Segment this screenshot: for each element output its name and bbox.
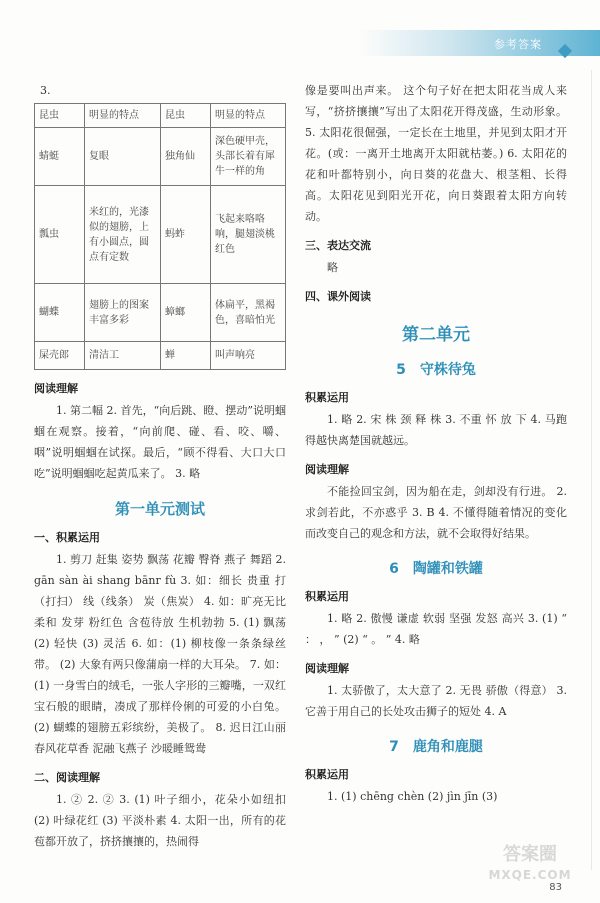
watermark-logo: [470, 845, 590, 889]
unit-title: 第二单元: [402, 325, 470, 345]
answer-text: 像是要叫出声来。 这个句子好在把太阳花当成人来写，“挤挤攘攘”写出了太阳花开得茂盛，生动形象。 5. 太阳花很倔强，一定长在土地里，并见到太阳才开花。(或：一离开土地离开太阳就枯萎。) 6. 太阳花的花和叶都特别小，向日葵的花盘大、根茎粗、长得高。太阳花见到阳光开花，向日葵跟着太阳方向转动。: [305, 84, 567, 223]
answer-text: 1. ② 2. ② 3. (1) 叶子细小，花朵小如纽扣 (2) 叶绿花红 (3) 平淡朴素 4. 太阳一出，所有的花苞都开放了，挤挤攘攘的，热闹得: [34, 793, 286, 848]
lesson-number: 7: [389, 739, 399, 755]
lesson-title: [305, 736, 567, 756]
table-cell: 蝉: [161, 342, 211, 370]
section-heading: 一、积累运用: [34, 531, 100, 544]
question-number: 3.: [40, 84, 51, 97]
table-header: 明显的特点: [85, 104, 161, 128]
table-cell: 深色硬甲壳，头部长着有犀牛一样的角: [211, 128, 286, 186]
table-cell: 蚂蚱: [161, 186, 211, 284]
page-number: 83: [549, 882, 562, 893]
right-column: [305, 80, 567, 807]
section-heading: 积累运用: [305, 768, 349, 781]
page-edge: [591, 70, 592, 870]
answer-text: 略: [327, 261, 338, 274]
table-row: [35, 128, 286, 186]
table-header: 昆虫: [35, 104, 85, 128]
table-row: [35, 342, 286, 370]
table-cell: 蝴蝶: [35, 284, 85, 342]
lesson-number: 6: [389, 561, 399, 577]
answer-text: 1. 剪刀 赶集 姿势 飘荡 花瓣 臀脊 燕子 舞蹈 2. gān sàn ài shang bānr fù 3. 如：细长 贵重 打（打扫） 线（线条） 炭（焦炭） 4. 如：旷亮无比 柔和 发芽 粉红色 含苞待放 生机勃勃 5. (1) 飘荡 (2) 轻快 (3) 灵活 6. 如：(1) 柳枝像一条条绿丝带。 (2) 大象有两只像蒲扇一样的大耳朵。 7. 如：(1) 一身雪白的绒毛，一张人字形的三瓣嘴，一双红宝石般的眼睛，凑成了那样伶俐的可爱的小白兔。 (2) 蝴蝶的翅膀五彩缤纷，美极了。 8. 迟日江山丽 春风花草香 泥融飞燕子 沙暖睡鸳鸯: [34, 553, 286, 755]
answer-text: 1. (1) chēng chèn (2) jìn jīn (3): [327, 790, 498, 803]
table-cell: 瓢虫: [35, 186, 85, 284]
section-heading: 阅读理解: [34, 382, 78, 395]
lesson-number: 5: [396, 362, 406, 378]
table-cell: 体扁平，黑褐色，喜暗怕光: [211, 284, 286, 342]
watermark-url: MXQE.COM: [488, 868, 572, 882]
table-cell: 翅膀上的图案丰富多彩: [85, 284, 161, 342]
answer-text: 1. 太骄傲了，太大意了 2. 无畏 骄傲（得意） 3. 它善于用自己的长处攻击狮子的短处 4. A: [305, 684, 567, 718]
table-header: 昆虫: [161, 104, 211, 128]
left-column: [34, 84, 286, 852]
answer-text: 不能捡回宝剑，因为船在走，剑却没有行进。 2. 求剑若此，不亦惑乎 3. B 4. 不懂得随着情况的变化而改变自己的观念和方法，就不会取得好结果。: [305, 485, 567, 540]
section-heading: 阅读理解: [305, 463, 349, 476]
table-row: [35, 284, 286, 342]
table-cell: 复眼: [85, 128, 161, 186]
answer-text: 1. 第二幅 2. 首先，“向后跳、瞪、摆动”说明蝈蝈在观察。接着，“向前爬、碰、看、咬、嚼、咽”说明蝈蝈在试探。最后，“顾不得看、大口大口吃”说明蝈蝈吃起黄瓜来了。 3. 略: [34, 404, 286, 480]
table-cell: 独角仙: [161, 128, 211, 186]
lesson-title: [305, 359, 567, 379]
answer-text: 1. 略 2. 宋 株 颈 释 株 3. 不重 怀 放 下 4. 马跑得越快离楚国就越远。: [305, 413, 567, 447]
lesson-name: 守株待兔: [419, 362, 476, 378]
section-heading: 阅读理解: [305, 662, 349, 675]
section-heading: 二、阅读理解: [34, 771, 100, 784]
table-cell: 清洁工: [85, 342, 161, 370]
section-heading: 四、课外阅读: [305, 290, 371, 303]
table-cell: 屎壳郎: [35, 342, 85, 370]
section-heading: 三、表达交流: [305, 239, 371, 252]
lesson-title: [305, 558, 567, 578]
watermark-text: 答案圈: [503, 844, 557, 865]
table-row: [35, 186, 286, 284]
table-header: 明显的特点: [211, 104, 286, 128]
insect-table: [34, 103, 286, 370]
lesson-name: 陶罐和铁罐: [412, 561, 483, 577]
header-tag: 参考答案: [494, 38, 542, 51]
answer-text: 1. 略 2. 傲慢 谦虚 软弱 坚强 发怒 高兴 3. (1) “ ： ， ” (2) “ 。 ” 4. 略: [305, 612, 567, 646]
table-cell: 蟑螂: [161, 284, 211, 342]
table-header-row: [35, 104, 286, 128]
unit-test-title: 第一单元测试: [114, 500, 205, 518]
table-cell: 蜻蜓: [35, 128, 85, 186]
table-cell: 飞起来咯咯响，腿翅淡桃红色: [211, 186, 286, 284]
table-cell: 叫声响亮: [211, 342, 286, 370]
section-heading: 积累运用: [305, 391, 349, 404]
lesson-name: 鹿角和鹿腿: [412, 739, 483, 755]
table-cell: 米红的，光漆似的翅膀，上有小圆点，圆点有定数: [85, 186, 161, 284]
section-heading: 积累运用: [305, 590, 349, 603]
